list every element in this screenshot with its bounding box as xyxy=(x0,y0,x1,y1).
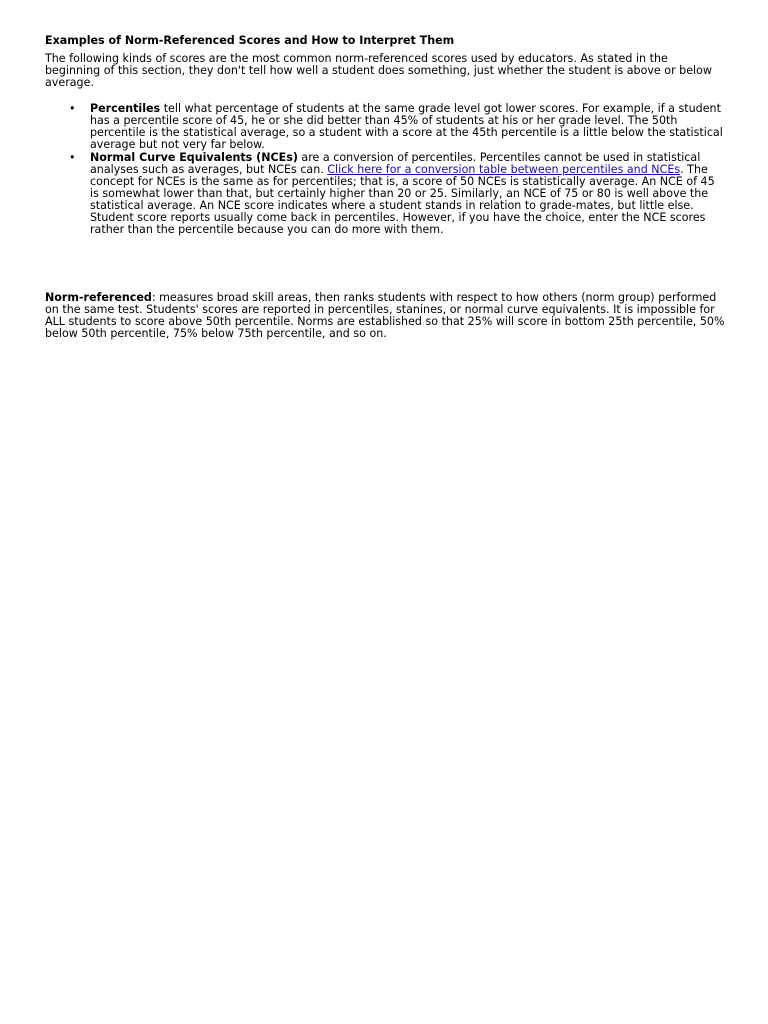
nces-description-end: . The concept for NCEs is the same as for percentiles; that is, a score of 50 NCEs is statistically average. An NCE of 45 is somewhat lower than that, but certainly higher than 20 or 25. Similarly, an NCE of 75 or 80 is well above the statistical average. An NCE score indicates where a student stands in relation to grade-mates, but little else. Student score reports usually come back in percentiles. However, if you have the choice, enter the NCE scores rather than the percentile because you can do more with them. xyxy=(90,163,715,236)
term-percentiles: Percentiles xyxy=(90,102,161,115)
list-item-nces xyxy=(69,151,725,236)
percentiles-description: tell what percentage of students at the same grade level got lower scores. For example, if a student has a percentile score of 45, he or she did better than 45% of students at his or her grade level. The 50th percentile is the statistical average, so a student with a score at the 45th percentile is a little below the statistical average but not very far below. xyxy=(90,102,723,151)
list-item-percentiles xyxy=(69,102,725,151)
section-heading: Examples of Norm-Referenced Scores and How to Interpret Them xyxy=(45,34,455,47)
term-nces: Normal Curve Equivalents (NCEs) xyxy=(90,151,298,164)
norm-referenced-paragraph xyxy=(45,292,725,340)
bullet-icon: • xyxy=(69,102,76,115)
bullet-icon: • xyxy=(69,151,76,164)
score-types-list xyxy=(45,103,725,236)
term-norm-referenced: Norm-referenced xyxy=(45,291,152,304)
conversion-table-link[interactable]: Click here for a conversion table between percentiles and NCEs xyxy=(327,163,681,176)
intro-paragraph: The following kinds of scores are the most common norm-referenced scores used by educators. As stated in the beginning of this section, they don't tell how well a student does something, just whether the student is above or below average. xyxy=(45,52,712,89)
norm-referenced-description: : measures broad skill areas, then ranks students with respect to how others (norm group) performed on the same test. Students' scores are reported in percentiles, stanines, or normal curve equivalents. It is impossible for ALL students to score above 50th percentile. Norms are established so that 25% will score in bottom 25th percentile, 50% below 50th percentile, 75% below 75th percentile, and so on. xyxy=(45,291,725,340)
document-page xyxy=(45,35,725,340)
nces-description-start: are a conversion of percentiles. Percentiles cannot be used in statistical analyses such as averages, but NCEs can. xyxy=(90,151,701,176)
